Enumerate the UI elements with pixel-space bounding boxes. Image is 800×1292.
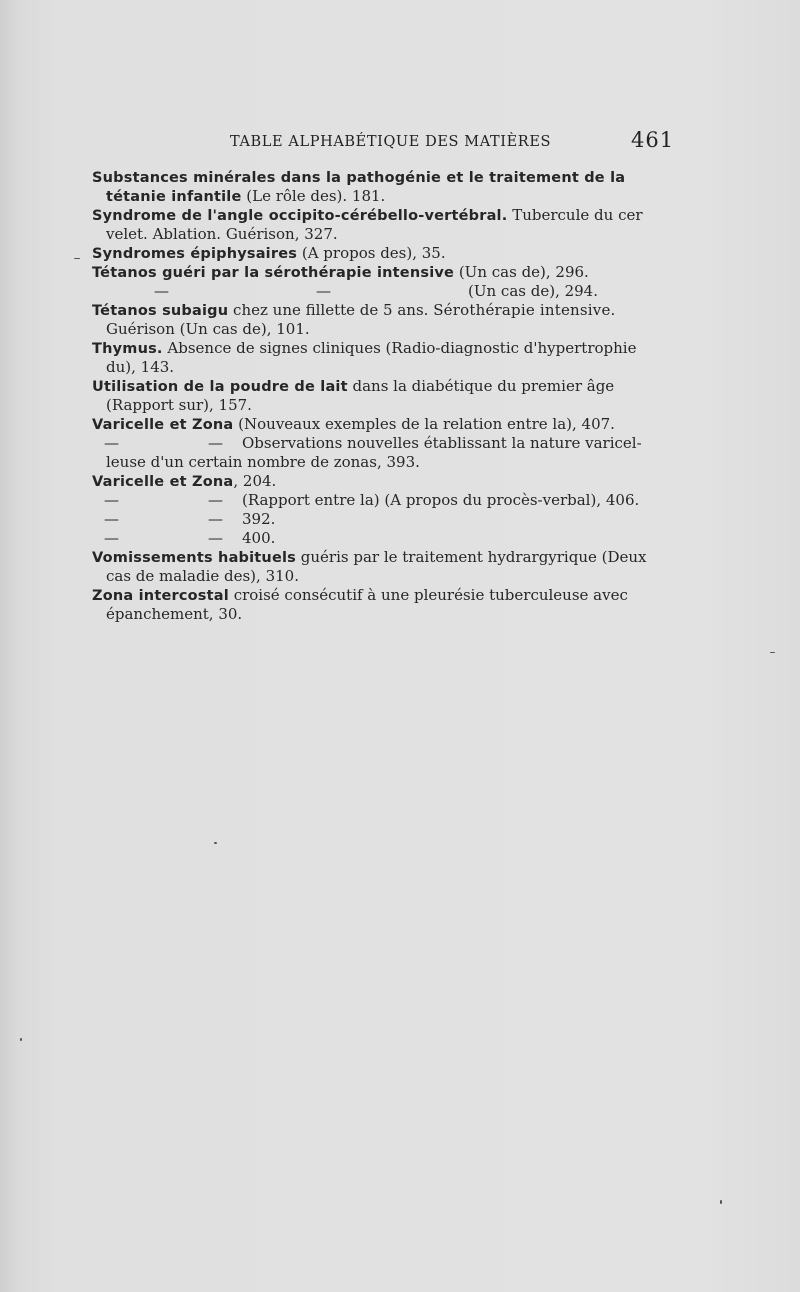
entry-text: guéris par le traitement hydrargyrique (Deux bbox=[296, 548, 647, 566]
paper-speck bbox=[720, 1200, 722, 1204]
ditto-dash: — bbox=[316, 282, 331, 300]
entry-keyword: Zona intercostal bbox=[92, 588, 229, 604]
sub-entry bbox=[92, 282, 672, 301]
entry-text: 400. bbox=[242, 529, 276, 547]
ditto-dash: — bbox=[208, 434, 223, 452]
entry-keyword: Thymus. bbox=[92, 341, 163, 357]
sub-entry bbox=[92, 510, 672, 529]
paper-speck bbox=[770, 652, 775, 653]
index-entries bbox=[92, 168, 672, 624]
entry-text: (Un cas de), 294. bbox=[468, 282, 598, 300]
index-entry bbox=[92, 548, 672, 586]
index-entry bbox=[92, 586, 672, 624]
entry-keyword: Utilisation de la poudre de lait bbox=[92, 379, 348, 395]
running-title: TABLE ALPHABÉTIQUE DES MATIÈRES bbox=[230, 134, 552, 150]
entry-text: établissant la nature varicel- bbox=[423, 434, 642, 452]
entry-keyword-cont: tétanie infantile bbox=[106, 189, 242, 205]
entry-text-cont: cas de maladie des), 310. bbox=[106, 567, 299, 585]
sub-entry bbox=[92, 491, 672, 510]
entry-text: (A propos des), 35. bbox=[297, 244, 446, 262]
entry-text: (Le rôle des). 181. bbox=[241, 187, 386, 205]
index-entry bbox=[92, 263, 672, 301]
entry-text: dans la diabétique du premier âge bbox=[347, 377, 615, 395]
ditto-dash: — bbox=[208, 491, 223, 509]
entry-text-cont: épanchement, 30. bbox=[106, 605, 243, 623]
entry-text: Absence de signes cliniques (Radio-diagnostic d'hypertrophie bbox=[162, 339, 637, 357]
page-number: 461 bbox=[631, 128, 675, 152]
entry-text: (Nouveaux exemples de la relation entre la), 407. bbox=[233, 415, 615, 433]
entry-keyword: Syndrome de l'angle occipito-cérébello-vertébral. bbox=[92, 208, 508, 224]
paper-speck bbox=[214, 842, 217, 844]
entry-text: 392. bbox=[242, 510, 276, 528]
entry-keyword: Varicelle et Zona bbox=[92, 417, 234, 433]
index-entry bbox=[92, 206, 672, 244]
index-entry bbox=[92, 168, 672, 206]
entry-keyword: Tétanos guéri par la sérothérapie intensive bbox=[92, 265, 455, 281]
entry-text-cont: (Rapport sur), 157. bbox=[106, 396, 252, 414]
index-entry bbox=[92, 339, 672, 377]
entry-text: chez une fillette de 5 ans. bbox=[228, 301, 434, 319]
paper-speck bbox=[20, 1038, 22, 1041]
entry-text-cont: du), 143. bbox=[106, 358, 175, 376]
index-entry bbox=[92, 244, 672, 263]
sub-entry bbox=[92, 434, 672, 453]
index-entry bbox=[92, 415, 672, 472]
ditto-dash: — bbox=[208, 529, 223, 547]
ditto-dash: — bbox=[104, 434, 119, 452]
entry-text: (Rapport entre la) (A propos du procès-verbal), 406. bbox=[242, 491, 640, 509]
ditto-dash: — bbox=[104, 529, 119, 547]
entry-keyword: Vomissements habituels bbox=[92, 550, 296, 566]
entry-keyword: Varicelle et Zona bbox=[92, 474, 234, 490]
page-header bbox=[0, 128, 800, 158]
entry-text-cont: leuse d'un certain nombre de zonas, 393. bbox=[106, 453, 420, 471]
paper-speck bbox=[74, 258, 80, 259]
entry-text-cont: Guérison (Un cas de), 101. bbox=[106, 320, 310, 338]
entry-text: croisé consécutif à une pleurésie tuberculeuse avec bbox=[228, 586, 628, 604]
ditto-dash: — bbox=[104, 491, 119, 509]
entry-keyword: Tétanos subaigu bbox=[92, 303, 229, 319]
entry-text-cont: velet. Ablation. Guérison, 327. bbox=[106, 225, 338, 243]
ditto-dash: — bbox=[208, 510, 223, 528]
entry-text: , 204. bbox=[233, 472, 277, 490]
index-entry bbox=[92, 301, 672, 339]
entry-text: Tubercule du cer bbox=[507, 206, 643, 224]
index-entry bbox=[92, 472, 672, 548]
entry-text: (Un cas de), 296. bbox=[454, 263, 589, 281]
sub-entry bbox=[92, 529, 672, 548]
entry-emphasis: Sérothérapie intensive. bbox=[433, 301, 616, 319]
entry-keyword: Substances minérales dans la pathogénie et le traitement de la bbox=[92, 170, 626, 186]
index-entry bbox=[92, 377, 672, 415]
ditto-dash: — bbox=[154, 282, 169, 300]
ditto-dash: — bbox=[104, 510, 119, 528]
entry-text: Observations nouvelles bbox=[242, 434, 424, 452]
entry-keyword: Syndromes épiphysaires bbox=[92, 246, 298, 262]
